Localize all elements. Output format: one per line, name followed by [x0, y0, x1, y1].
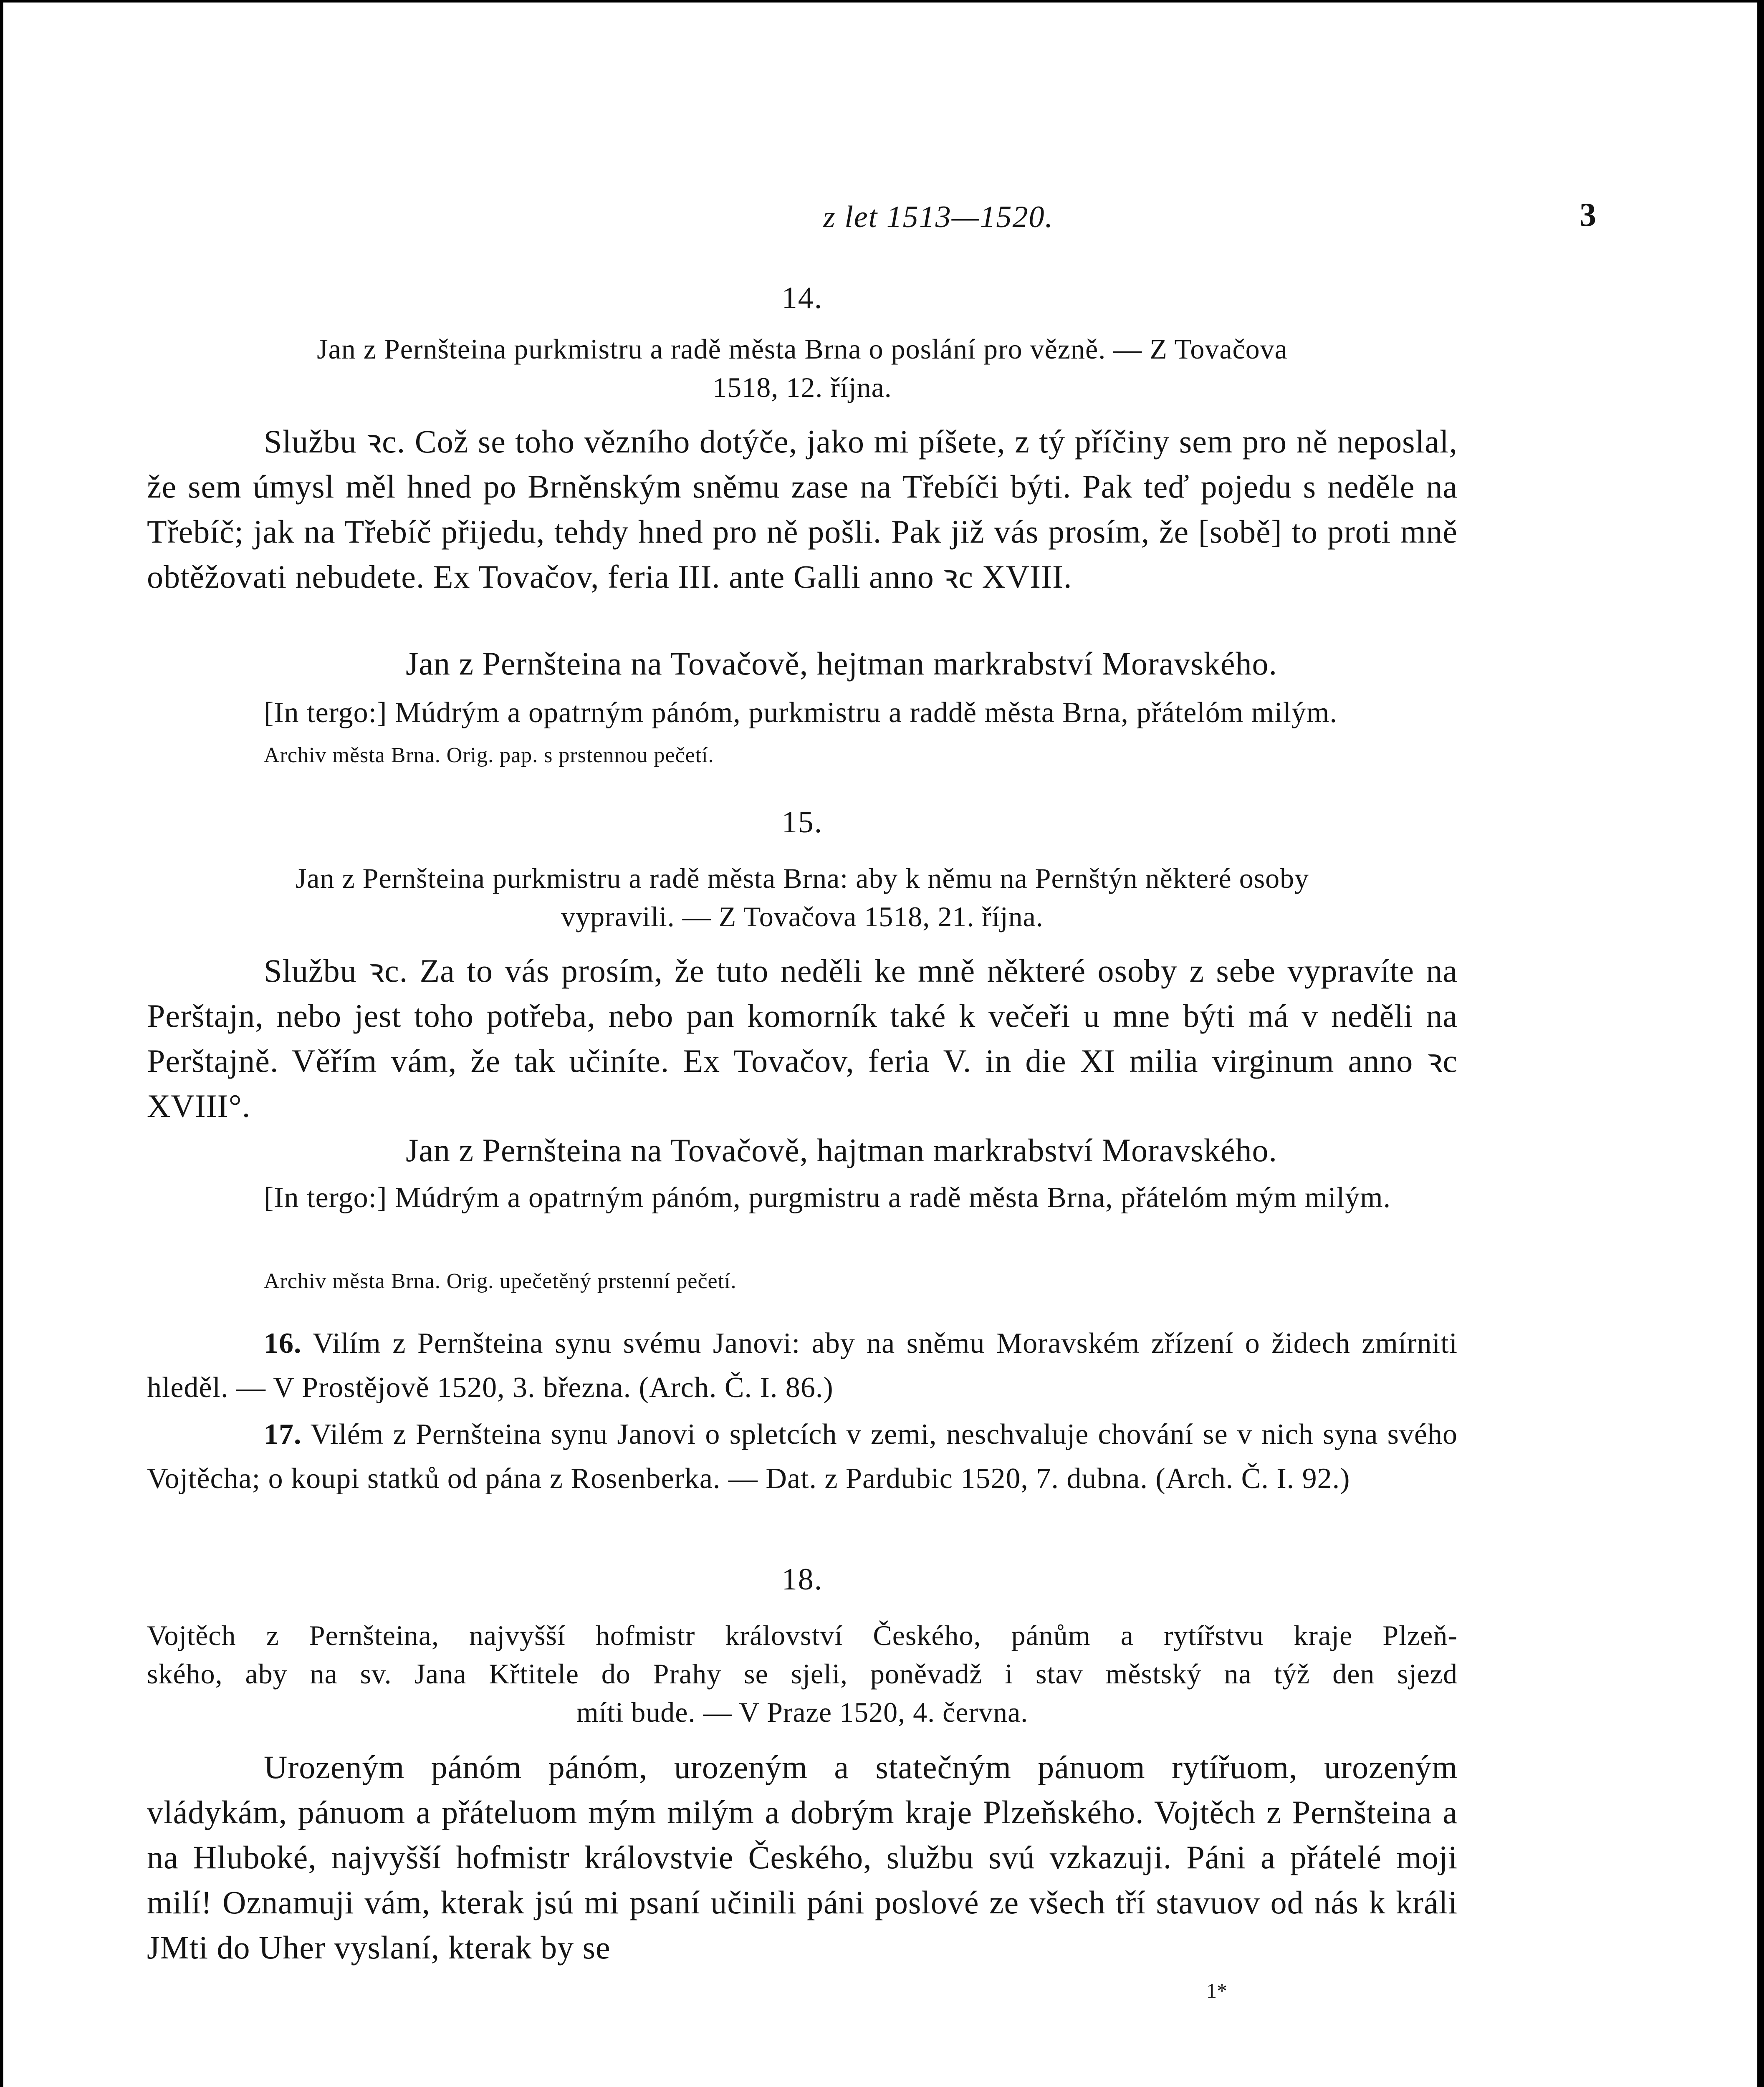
document-18-number: 18.: [781, 1562, 823, 1597]
scan-border-right: [1757, 0, 1764, 2087]
document-15-signature: Jan z Pernšteina na Tovačově, hajtman markrabství Moravského.: [406, 1132, 1278, 1168]
document-18-caption: [147, 1616, 1458, 1731]
caption-line: Jan z Pernšteina purkmistru a radě města Brna o poslání pro vězně. — Z Tovačova: [317, 333, 1288, 365]
running-title: z let 1513—1520.: [823, 200, 1054, 234]
scan-border-left: [0, 0, 3, 2087]
document-14-caption: [147, 330, 1458, 407]
caption-line: 1518, 12. října.: [713, 371, 892, 403]
document-18-body: Urozeným pánóm pánóm, urozeným a statečným pánuom rytířuom, urozeným vládykám, pánuom a přáteluom mým milým a dobrým kraje Plzeňského. Vojtěch z Pernšteina a na Hluboké, najvyšší hofmistr královstvie Českého, službu svú vzkazuji. Páni a přátelé moji milí! Oznamuji vám, kterak jsú mi psaní učinili páni poslové ze všech tří stavuov od nás k králi JMti do Uher vyslaní, kterak by se: [147, 1749, 1458, 1966]
document-14-source: Archiv města Brna. Orig. pap. s prstennou pečetí.: [264, 743, 714, 767]
scan-border-top: [0, 0, 1764, 3]
document-17-number: 17.: [264, 1418, 302, 1450]
document-14-body: Službu ꝛc. Což se toho vězního dotýče, jako mi píšete, z tý příčiny sem pro ně neposlal, že sem úmysl měl hned po Brněnským sněmu zase na Třebíči býti. Pak teď pojedu s neděle na Třebíč; jak na Třebíč přijedu, tehdy hned pro ně pošli. Pak již vás prosím, že [sobě] to proti mně obtěžovati nebudete. Ex Tovačov, feria III. ante Galli anno ꝛc XVIII.: [147, 423, 1458, 595]
document-14-signature: Jan z Pernšteina na Tovačově, hejtman markrabství Moravského.: [406, 645, 1278, 682]
document-17-regest: [147, 1412, 1458, 1501]
document-15-tergo: [In tergo:] Múdrým a opatrným pánóm, purgmistru a radě města Brna, přátelóm mým milým.: [264, 1182, 1391, 1214]
printer-signature-mark: 1*: [1206, 1979, 1227, 2002]
caption-line: míti bude. — V Praze 1520, 4. června.: [576, 1696, 1029, 1728]
document-14-number: 14.: [781, 281, 823, 315]
document-15-body: Službu ꝛc. Za to vás prosím, že tuto neděli ke mně některé osoby z sebe vypravíte na Perštajn, nebo jest toho potřeba, nebo pan komorník také k večeři u mne býti má v neděli na Perštajně. Věřím vám, že tak učiníte. Ex Tovačov, feria V. in die XI milia virginum anno ꝛc XVIII°.: [147, 953, 1458, 1124]
document-15-caption: [147, 859, 1458, 936]
document-15-source: Archiv města Brna. Orig. upečetěný prstenní pečetí.: [264, 1269, 737, 1293]
document-17-text: Vilém z Pernšteina synu Janovi o spletcích v zemi, neschvaluje chování se v nich syna svého Vojtěcha; o koupi statků od pána z Rosenberka. — Dat. z Pardubic 1520, 7. dubna. (Arch. Č. I. 92.): [147, 1418, 1458, 1495]
caption-line: ského, aby na sv. Jana Křtitele do Prahy se sjeli, poněvadž i stav městský na týž den sjezd: [147, 1658, 1458, 1690]
document-16-regest: [147, 1321, 1458, 1410]
document-15-number: 15.: [781, 805, 823, 839]
document-16-number: 16.: [264, 1327, 302, 1359]
document-14-tergo: [In tergo:] Múdrým a opatrným pánóm, purkmistru a raddě města Brna, přátelóm milým.: [264, 697, 1337, 729]
caption-line: Vojtěch z Pernšteina, najvyšší hofmistr království Českého, pánům a rytířstvu kraje Plzeň-: [147, 1620, 1458, 1651]
caption-line: Jan z Pernšteina purkmistru a radě města Brna: aby k němu na Pernštýn některé osoby: [295, 862, 1309, 894]
page-number: 3: [1580, 197, 1596, 233]
caption-line: vypravili. — Z Tovačova 1518, 21. října.: [561, 901, 1044, 932]
document-16-text: Vilím z Pernšteina synu svému Janovi: aby na sněmu Moravském zřízení o židech zmírniti hleděl. — V Prostějově 1520, 3. března. (Arch. Č. I. 86.): [147, 1327, 1458, 1404]
